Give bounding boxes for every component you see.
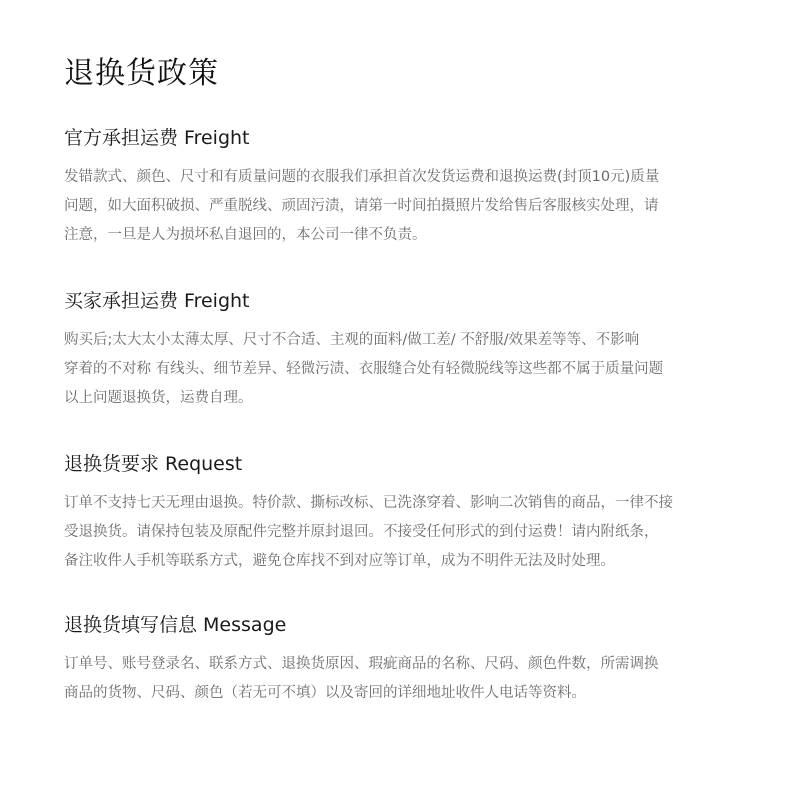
body-line: 订单不支持七天无理由退换。特价款、撕标改标、已洗涤穿着、影响二次销售的商品，一律不接 [64, 495, 673, 511]
body-line: 订单号、账号登录名、联系方式、退换货原因、瑕疵商品的名称、尺码、颜色件数，所需调换 [64, 656, 659, 672]
section-title: 退换货填写信息 Message [64, 614, 287, 636]
body-line: 穿着的不对称 有线头、细节差异、轻微污渍、衣服缝合处有轻微脱线等这些都不属于质量问题 [64, 361, 664, 377]
section-body [64, 489, 754, 576]
section-return-message [64, 611, 754, 708]
page-title: 退换货政策 [64, 56, 219, 91]
body-line: 商品的货物、尺码、颜色（若无可不填）以及寄回的详细地址收件人电话等资料。 [64, 685, 586, 701]
section-body [64, 163, 754, 250]
section-body [64, 650, 754, 708]
body-line: 注意，一旦是人为损坏私自退回的，本公司一律不负责。 [64, 227, 427, 243]
body-line: 购买后;太大太小太薄太厚、尺寸不合适、主观的面料/做工差/ 不舒服/效果差等等、不影响 [64, 332, 640, 348]
section-buyer-freight [64, 287, 754, 413]
section-title: 买家承担运费 Freight [64, 290, 250, 312]
section-title: 官方承担运费 Freight [64, 127, 250, 149]
body-line: 发错款式、颜色、尺寸和有质量问题的衣服我们承担首次发货运费和退换运费(封顶10元)质量 [64, 169, 660, 185]
section-title: 退换货要求 Request [64, 453, 243, 475]
body-line: 备注收件人手机等联系方式，避免仓库找不到对应等订单，成为不明件无法及时处理。 [64, 553, 615, 569]
body-line: 受退换货。请保持包装及原配件完整并原封退回。不接受任何形式的到付运费！请内附纸条， [64, 524, 659, 540]
body-line: 问题，如大面积破损、严重脱线、顽固污渍，请第一时间拍摄照片发给售后客服核实处理，请 [64, 198, 659, 214]
section-return-request [64, 450, 754, 576]
body-line: 以上问题退换货，运费自理。 [64, 390, 253, 406]
section-body [64, 326, 754, 413]
section-official-freight [64, 124, 754, 250]
policy-page [64, 54, 754, 708]
